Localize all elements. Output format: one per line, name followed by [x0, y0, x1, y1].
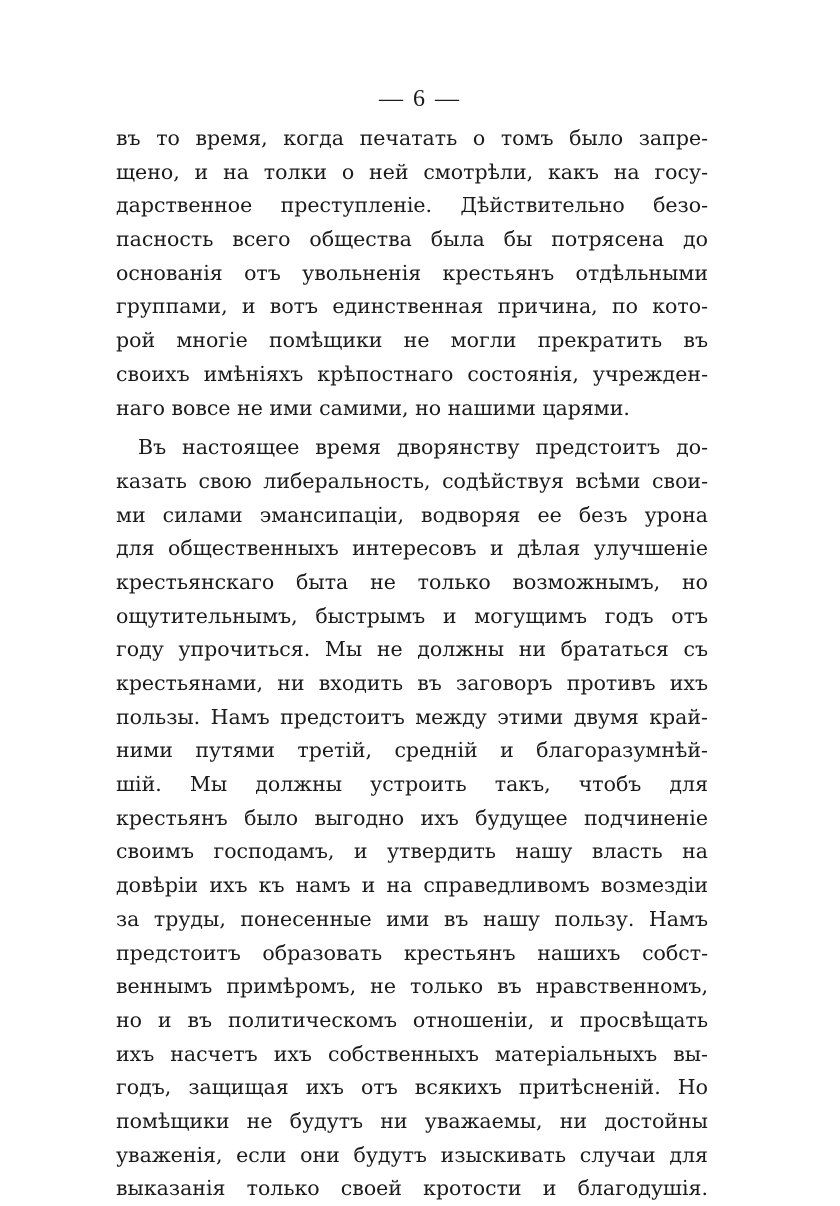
text-line: наго вовсе не ими самими, но нашими царями. [116, 395, 630, 420]
text-line: ихъ насчетъ ихъ собственныхъ матеріальныхъ вы- [116, 1041, 708, 1066]
text-line: шій. Мы должны устроить такъ, чтобъ для [116, 772, 708, 797]
body-text [116, 122, 708, 1206]
text-line: дарственное преступленіе. Дѣйствительно безо- [116, 193, 708, 218]
text-line: предстоитъ образовать крестьянъ нашихъ собст- [116, 940, 708, 965]
text-line: крестьянскаго быта не только возможнымъ, но [116, 569, 708, 594]
text-line: но и въ политическомъ отношеніи, и просвѣщать [116, 1007, 708, 1032]
text-line: своихъ имѣніяхъ крѣпостнаго состоянія, учрежден- [116, 361, 708, 386]
text-line: за труды, понесенные ими въ нашу пользу. Намъ [116, 906, 708, 931]
text-line: ми силами эмансипаціи, водворяя ее безъ урона [116, 502, 708, 527]
text-line: пасность всего общества была бы потрясена до [116, 227, 708, 252]
text-line: ощутительнымъ, быстрымъ и могущимъ годъ отъ [116, 603, 708, 628]
page-number: — 6 — [379, 86, 461, 112]
text-line: въ то время, когда печатать о томъ было запре- [116, 126, 708, 150]
text-line: крестьянъ было выгодно ихъ будущее подчиненіе [116, 805, 708, 830]
text-line: своимъ господамъ, и утвердить нашу власть на [116, 839, 708, 864]
text-line: уваженія, если они будутъ изыскивать случаи для [116, 1142, 708, 1167]
text-line: пользы. Намъ предстоитъ между этими двумя край- [116, 704, 708, 729]
text-line: веннымъ примѣромъ, не только въ нравственномъ, [116, 974, 708, 999]
text-line: для общественныхъ интересовъ и дѣлая улучшеніе [116, 536, 708, 561]
text-line: годъ, защищая ихъ отъ всякихъ притѣсненій. Но [116, 1075, 708, 1100]
text-line: помѣщики не будутъ ни уважаемы, ни достойны [116, 1108, 708, 1133]
paragraph-2 [116, 431, 708, 1206]
text-line: группами, и вотъ единственная причина, по кото- [116, 294, 708, 319]
text-line: выказанія только своей кротости и благодушія. [116, 1176, 708, 1201]
paragraph-1 [116, 122, 708, 425]
text-line: крестьянами, ни входить въ заговоръ противъ ихъ [116, 671, 708, 695]
text-line: щено, и на толки о ней смотрѣли, какъ на госу- [116, 159, 708, 184]
text-line: казать свою либеральность, содѣйствуя всѣми свои- [116, 468, 708, 493]
text-line: году упрочиться. Мы не должны ни брататься съ [116, 637, 708, 662]
text-line: Въ настоящее время дворянству предстоитъ до- [138, 435, 708, 460]
text-line: рой многіе помѣщики не могли прекратить въ [116, 328, 708, 353]
text-line: основанія отъ увольненія крестьянъ отдѣльными [116, 260, 708, 285]
text-line: ними путями третій, средній и благоразумнѣй- [116, 738, 708, 763]
text-line: довѣріи ихъ къ намъ и на справедливомъ возмездіи [116, 873, 708, 898]
